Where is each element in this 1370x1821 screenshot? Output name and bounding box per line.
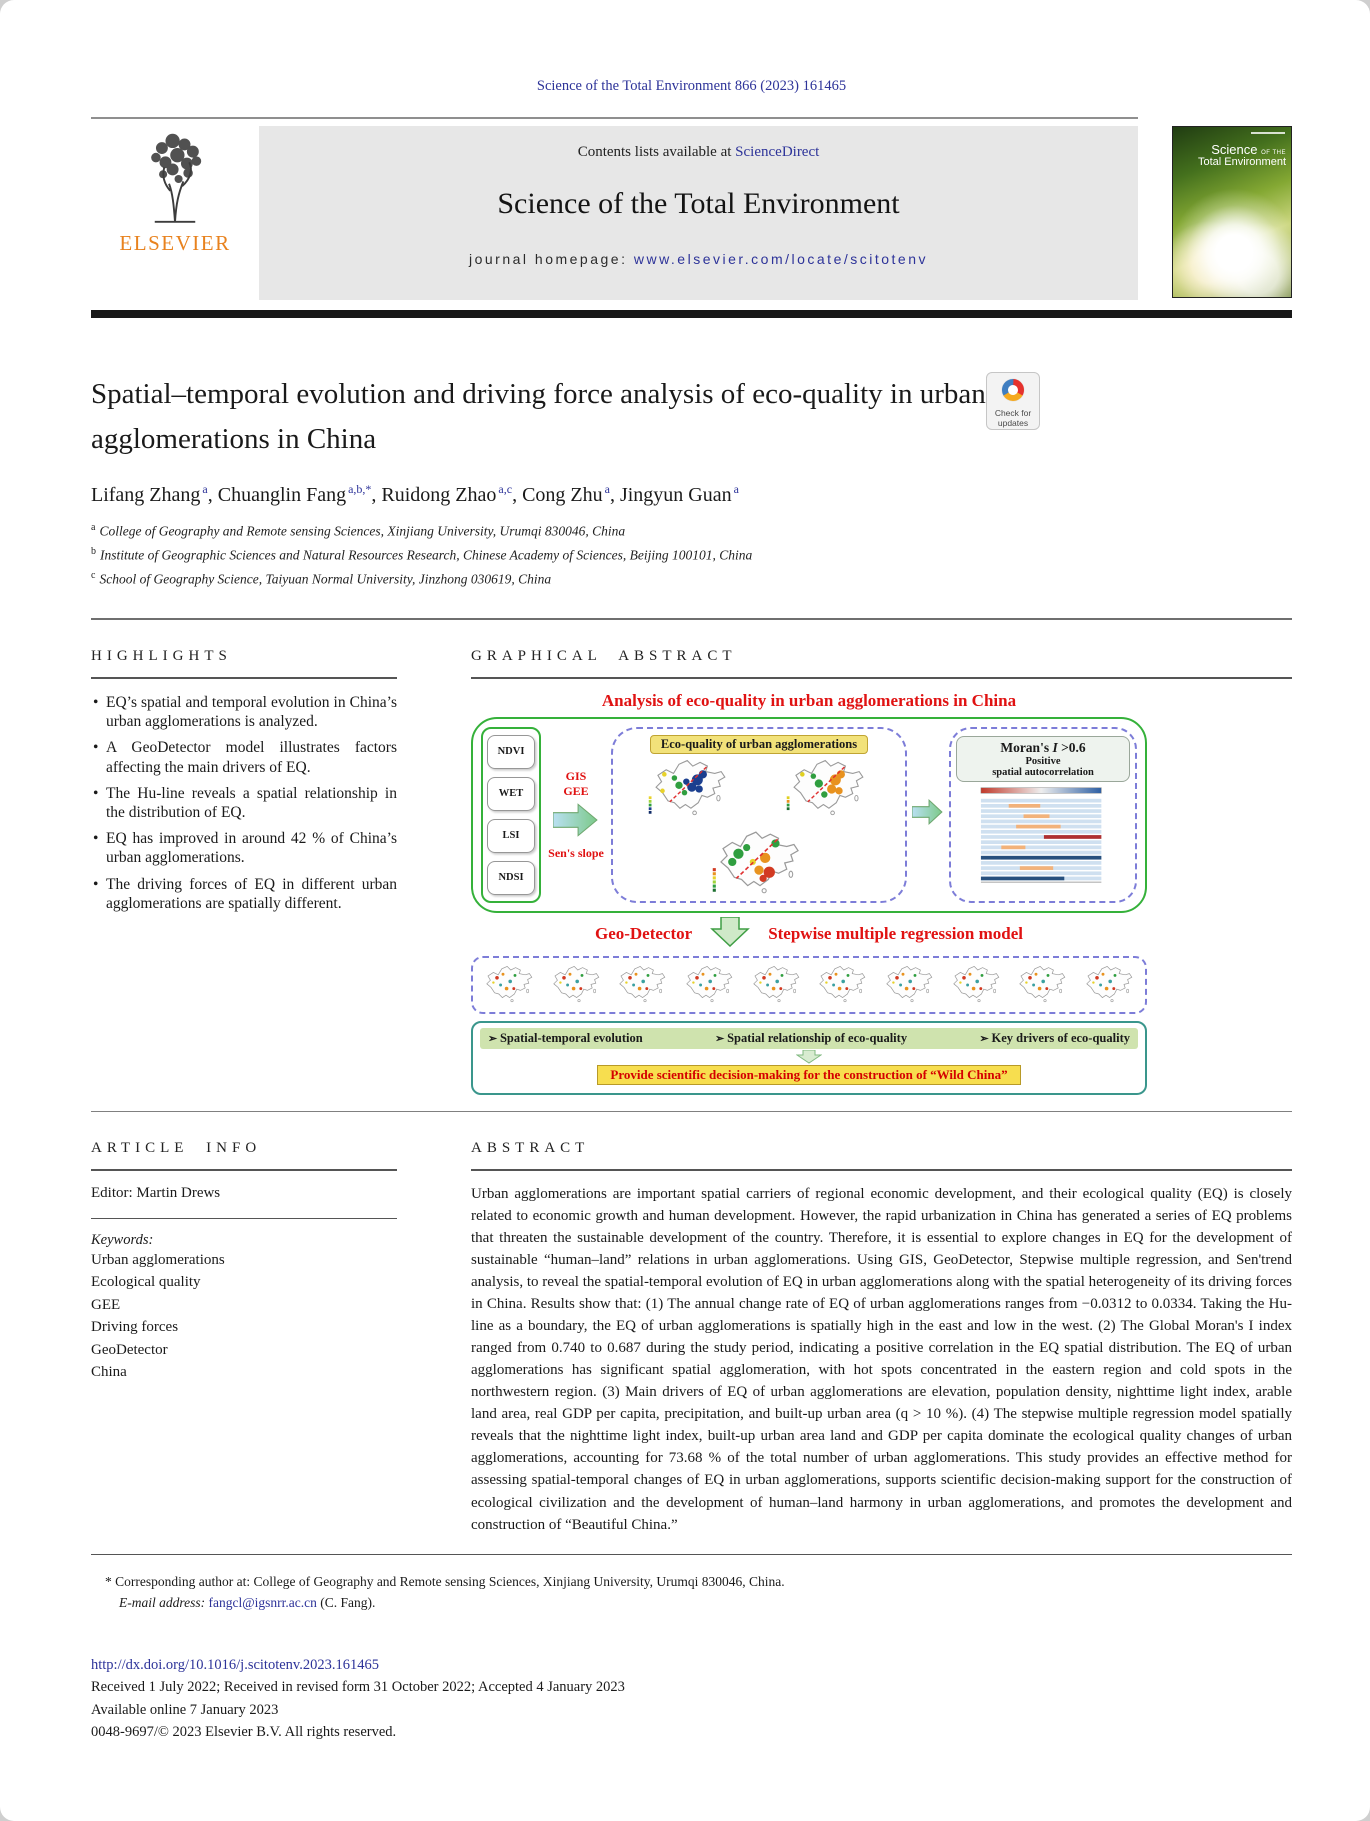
keyword: GeoDetector <box>91 1341 168 1358</box>
corresponding-author-note: * Corresponding author at: College of Geography and Remote sensing Sciences, Xinjiang University, Urumqi 830046, China. <box>105 1573 785 1589</box>
footnotes <box>91 1571 1292 1614</box>
article-info-heading: ARTICLE INFO <box>91 1139 262 1156</box>
china-map-thumbnail-icon <box>946 963 1006 1007</box>
outcome-item: ➢ Key drivers of eco-quality <box>980 1031 1130 1046</box>
highlights-list <box>91 693 397 913</box>
sens-slope-label: Sen's slope <box>548 845 604 860</box>
china-map-thumbnail-icon <box>879 963 939 1007</box>
author: Ruidong Zhao $^{a,c}$ , <box>381 484 522 506</box>
outcome-bar <box>480 1028 1138 1049</box>
figure-title: Analysis of eco-quality in urban agglomerations in China <box>601 690 1017 710</box>
footnote-divider <box>91 1554 1292 1555</box>
doi-link[interactable]: http://dx.doi.org/10.1016/j.scitotenv.2023.161465 <box>91 1656 379 1673</box>
email-line: E-mail address: fangcl@igsnrr.ac.cn (C. Fang). <box>119 1595 376 1611</box>
processing-pipeline <box>546 727 606 903</box>
index-box-ndvi: NDVI <box>487 735 535 769</box>
keywords-label: Keywords: <box>91 1231 154 1248</box>
remote-sensing-indices <box>481 727 541 903</box>
stepwise-regression-label: Stepwise multiple regression model <box>768 924 1024 944</box>
journal-homepage-line: journal homepage: www.elsevier.com/locate/scitotenv <box>468 251 928 267</box>
moran-panel <box>949 727 1137 903</box>
graphical-abstract-heading: GRAPHICAL ABSTRACT <box>471 647 737 664</box>
masthead-black-bar <box>91 310 1292 318</box>
geo-detector-label: Geo-Detector <box>594 924 693 944</box>
keyword: Driving forces <box>91 1319 179 1336</box>
highlight-item: • The Hu-line reveals a spatial relationship in the distribution of EQ. <box>91 784 397 822</box>
china-map-eq-east-icon <box>621 756 759 827</box>
crossmark-icon <box>1000 390 1026 407</box>
china-map-thumbnail-icon <box>812 963 872 1007</box>
eco-quality-header: Eco-quality of urban agglomerations <box>650 735 868 754</box>
graphical-abstract-figure <box>471 691 1147 1095</box>
highlight-item: • EQ’s spatial and temporal evolution in China’s urban agglomerations is analyzed. <box>91 693 397 731</box>
check-for-updates-badge[interactable] <box>986 372 1040 430</box>
outcome-item: ➢ Spatial relationship of eco-quality <box>715 1031 907 1046</box>
editor-line: Editor: Martin Drews <box>91 1184 221 1201</box>
highlights-heading: HIGHLIGHTS <box>91 647 232 664</box>
highlight-item: • EQ has improved in around 42 % of China’s urban agglomerations. <box>91 829 397 867</box>
masthead <box>91 117 1292 300</box>
china-map-thumbnail-icon <box>479 963 539 1007</box>
page-title: Spatial–temporal evolution and driving force analysis of eco-quality in urban agglomerations in China <box>91 378 986 455</box>
journal-title: Science of the Total Environment <box>497 187 900 220</box>
journal-header-box <box>259 126 1138 300</box>
china-map-thumbnail-icon <box>612 963 672 1007</box>
cover-title: Science OF THE Total Environment <box>1197 142 1286 168</box>
heading-rule <box>471 1169 1292 1171</box>
figure-main-box <box>471 717 1147 913</box>
keyword: China <box>91 1364 127 1381</box>
check-badge-label: Check for updates <box>994 408 1032 428</box>
gis-label: GIS <box>565 768 587 783</box>
highlights-section <box>91 620 397 1095</box>
available-online: Available online 7 January 2023 <box>91 1701 279 1718</box>
keyword: GEE <box>91 1296 121 1313</box>
journal-citation: Science of the Total Environment 866 (2023) 161465 <box>536 78 847 94</box>
affiliation-list <box>91 519 1292 592</box>
highlight-item: • A GeoDetector model illustrates factors affecting the main drivers of EQ. <box>91 738 397 776</box>
china-map-thumbnail-icon <box>1012 963 1072 1007</box>
driving-factor-bar-chart-icon <box>955 782 1131 891</box>
keywords-list <box>91 1249 397 1384</box>
china-map-thumbnail-icon <box>746 963 806 1007</box>
email-link[interactable]: fangcl@igsnrr.ac.cn <box>208 1595 317 1611</box>
right-arrow-icon <box>553 799 599 846</box>
heading-rule <box>91 677 397 679</box>
graphical-abstract-section <box>471 620 1292 1095</box>
heading-rule <box>471 677 1292 679</box>
author: Cong Zhu $^a$ , <box>522 484 620 506</box>
elsevier-tree-icon <box>91 129 259 229</box>
china-map-thumbnail-icon <box>679 963 739 1007</box>
method-row <box>471 917 1147 952</box>
author: Lifang Zhang $^a$ , <box>91 484 218 506</box>
index-box-ndsi: NDSI <box>487 861 535 895</box>
contents-line: Contents lists available at ScienceDirect <box>577 144 820 160</box>
abstract-text: Urban agglomerations are important spatial carriers of regional economic development, and their ecological quality (EQ) is closely related to economic growth and human development. However, the rapid urbanization in China has generated a series of EQ problems that threaten the sustainable development of the country. Therefore, it is essential to explore changes in EQ for the development of sustainable “human–land” relations in urban agglomerations. Using GIS, GeoDetector, Stepwise multiple regression, and Sen'trend analysis, to reveal the spatial-temporal evolution of EQ in urban agglomerations along with the spatial heterogeneity of its driving forces in China. Results show that: (1) The annual change rate of EQ of urban agglomerations ranges from −0.0312 to 0.0334. Taking the Hu-line as a boundary, the EQ of urban agglomerations is spatially high in the east and low in the west. (2) The Global Moran's I index ranged from 0.740 to 0.687 during the study period, indicating a positive correlation in the EQ spatial distribution. The EQ of urban agglomerations has significant spatial agglomeration, with hot spots concentrated in the eastern region and cold spots in the northwestern region. (3) Main drivers of EQ of urban agglomerations are elevation, population density, nighttime light index, arable land area, real GDP per capita, precipitation, and built-up urban area (q > 10 %). (4) The stepwise multiple regression model spatially reveals that the nighttime light index, built-up urban area land and GDP per capita dominate the ecological quality changes of urban agglomerations, accounting for 73.68 % of the total number of urban agglomerations. This study provides an effective method for assessing spatial-temporal changes of EQ in urban agglomerations, supports scientific decision-making support for the construction of ecological civilization and the development of human–land harmony in urban agglomerations, and promotes the development and construction of “Beautiful China.” <box>471 1185 1292 1533</box>
down-arrow-icon <box>710 917 750 952</box>
moran-result-card: Moran's I >0.6 Positive spatial autocorrelation <box>956 736 1130 782</box>
china-map-sen-trend-icon <box>683 827 835 906</box>
eco-quality-panel <box>611 727 907 903</box>
china-map-eq-change-icon <box>759 756 897 827</box>
author-list <box>91 482 1292 507</box>
small-down-arrow-icon <box>796 1050 822 1064</box>
keyword: Ecological quality <box>91 1274 201 1291</box>
author: Chuanglin Fang $^{a,b,*}$ , <box>218 484 382 506</box>
info-divider <box>91 1218 397 1219</box>
affiliation: $^b$ Institute of Geographic Sciences and Natural Resources Research, Chinese Academy of Sciences, Beijing 100101, China <box>91 545 753 563</box>
outcome-item: ➢ Spatial-temporal evolution <box>488 1031 643 1046</box>
china-map-thumbnail-icon <box>1079 963 1139 1007</box>
china-map-thumbnail-icon <box>546 963 606 1007</box>
outcome-box <box>471 1021 1147 1095</box>
abstract-section <box>471 1112 1292 1536</box>
article-info-section <box>91 1112 397 1536</box>
driver-maps-row <box>471 956 1147 1014</box>
conclusion-banner: Provide scientific decision-making for the construction of “Wild China” <box>597 1065 1020 1085</box>
cover-topline-decor <box>1251 132 1285 134</box>
publication-details <box>91 1654 1292 1744</box>
heading-rule <box>91 1169 397 1171</box>
journal-cover-thumbnail <box>1172 126 1292 298</box>
right-arrow-icon <box>912 796 944 833</box>
author: Jingyun Guan $^a$ <box>619 481 739 506</box>
sciencedirect-link[interactable]: ScienceDirect <box>735 144 820 160</box>
abstract-heading: ABSTRACT <box>471 1139 590 1156</box>
highlight-item: • The driving forces of EQ in different urban agglomerations are spatially different. <box>91 875 397 913</box>
gee-label: GEE <box>563 783 589 798</box>
affiliation: $^a$ College of Geography and Remote sensing Sciences, Xinjiang University, Urumqi 830046, China <box>91 521 626 539</box>
keyword: Urban agglomerations <box>91 1251 225 1268</box>
journal-homepage-link[interactable]: www.elsevier.com/locate/scitotenv <box>633 251 928 267</box>
copyright-line: 0048-9697/© 2023 Elsevier B.V. All rights reserved. <box>91 1724 397 1741</box>
index-box-lsi: LSI <box>487 819 535 853</box>
received-dates: Received 1 July 2022; Received in revised form 31 October 2022; Accepted 4 January 2023 <box>91 1679 625 1696</box>
affiliation: $^c$ School of Geography Science, Taiyuan Normal University, Jinzhong 030619, China <box>91 570 552 587</box>
index-box-wet: WET <box>487 777 535 811</box>
elsevier-wordmark: ELSEVIER <box>119 231 231 255</box>
elsevier-logo <box>91 119 259 300</box>
